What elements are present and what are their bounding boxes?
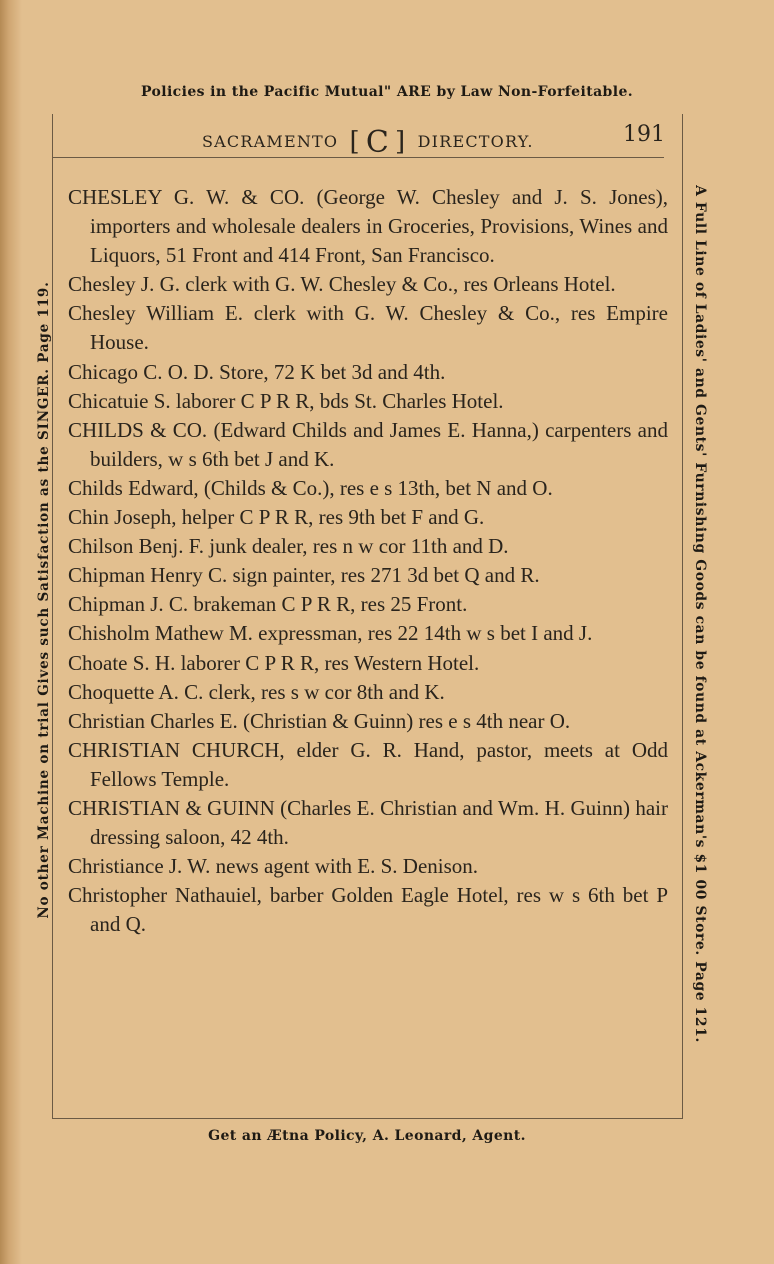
- directory-entry: Choate S. H. laborer C P R R, res Western Hotel.: [68, 650, 480, 675]
- page-edge-shadow: [0, 0, 22, 1264]
- directory-entry: Chisholm Mathew M. expressman, res 22 14th w s bet I and J.: [68, 621, 593, 646]
- page-header: [52, 118, 681, 160]
- directory-entry: Choquette A. C. clerk, res s w cor 8th and K.: [68, 679, 445, 704]
- directory-entry: Christiance J. W. news agent with E. S. Denison.: [68, 854, 479, 879]
- directory-entry: Chin Joseph, helper C P R R, res 9th bet F and G.: [68, 505, 485, 530]
- directory-entry: CHESLEY G. W. & CO. (George W. Chesley and J. S. Jones), importers and wholesale dealers in Groceries, Provisions, Wines and Liquors, 51 Front and 414 Front, San Francisco.: [68, 185, 668, 268]
- directory-entry: Chesley J. G. clerk with G. W. Chesley & Co., res Orleans Hotel.: [68, 272, 616, 297]
- directory-entry: Chipman Henry C. sign painter, res 271 3d bet Q and R.: [68, 563, 540, 588]
- top-advertisement: Policies in the Pacific Mutual" ARE by Law Non-Forfeitable.: [140, 84, 634, 100]
- right-margin-text: A Full Line of Ladies' and Gents' Furnishing Goods can be found at Ackerman's $1 00 Store. Page 121.: [692, 185, 708, 1043]
- bottom-advertisement: Get an Ætna Policy, A. Leonard, Agent.: [208, 1128, 526, 1144]
- directory-entry: Chipman J. C. brakeman C P R R, res 25 Front.: [68, 592, 468, 617]
- left-margin-text: No other Machine on trial Gives such Satisfaction as the SINGER. Page 119.: [36, 281, 52, 919]
- directory-entry: CHILDS & CO. (Edward Childs and James E. Hanna,) carpenters and builders, w s 6th bet J and K.: [68, 417, 668, 471]
- directory-entry: Chesley William E. clerk with G. W. Chesley & Co., res Empire House.: [68, 301, 668, 355]
- directory-entry: CHRISTIAN CHURCH, elder G. R. Hand, pastor, meets at Odd Fellows Temple.: [68, 737, 668, 791]
- directory-entry: Christopher Nathauiel, barber Golden Eagle Hotel, res w s 6th bet P and Q.: [68, 883, 668, 937]
- directory-entry: Chilson Benj. F. junk dealer, res n w cor 11th and D.: [68, 534, 509, 559]
- page-number: 191: [623, 122, 665, 147]
- header-close-bracket: ]: [395, 127, 407, 157]
- header-rule: [52, 157, 664, 158]
- header-open-bracket: [: [349, 127, 361, 157]
- directory-entry: Childs Edward, (Childs & Co.), res e s 13th, bet N and O.: [68, 475, 553, 500]
- directory-entry: Chicatuie S. laborer C P R R, bds St. Charles Hotel.: [68, 388, 504, 413]
- header-section: DIRECTORY.: [417, 132, 534, 151]
- directory-entry: CHRISTIAN & GUINN (Charles E. Christian and Wm. H. Guinn) hair dressing saloon, 42 4th.: [68, 795, 668, 850]
- directory-entry: Chicago C. O. D. Store, 72 K bet 3d and 4th.: [68, 359, 446, 384]
- directory-entries: [68, 183, 668, 939]
- header-city: SACRAMENTO: [202, 132, 339, 151]
- header-letter: C: [365, 125, 391, 160]
- directory-entry: Christian Charles E. (Christian & Guinn) res e s 4th near O.: [68, 708, 571, 733]
- header-title: [202, 125, 534, 160]
